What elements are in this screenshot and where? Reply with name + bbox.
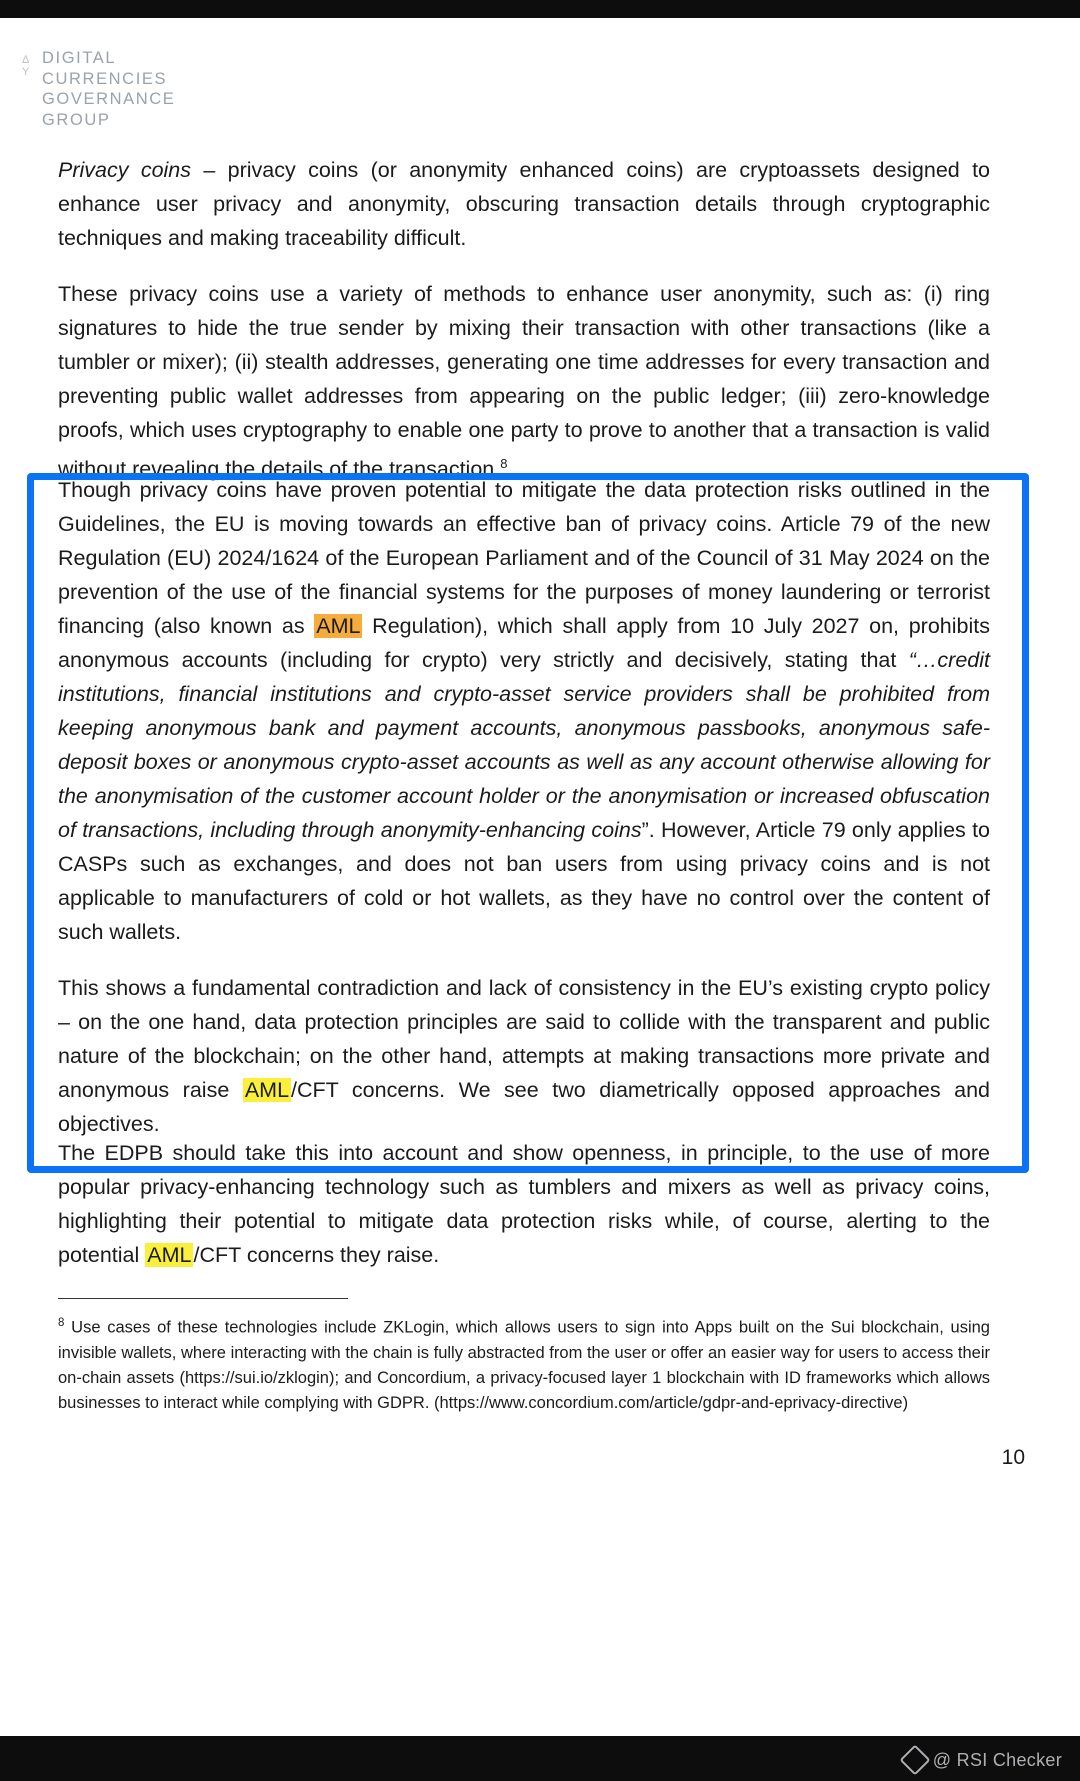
status-bar-top [0, 0, 1080, 18]
logo-line-1: DIGITAL [42, 49, 117, 67]
document-page [0, 18, 1080, 1736]
quote-article-79: “…credit institutions, financial institutions and crypto-asset service providers shall be prohibited from keeping anonymous bank and payment accounts, anonymous passbooks, anonymous safe-deposit boxes or anonymous crypto-asset accounts as well as any account otherwise allowing for the anonymisation of the customer account holder or the anonymisation or increased obfuscation of transactions, including through anonymity-enhancing coins [58, 648, 990, 842]
logo-line-4: GROUP [42, 110, 111, 129]
paragraph-eu-ban [58, 473, 990, 949]
logo-line-3: GOVERNANCE [42, 90, 176, 108]
highlight-aml-orange: AML [316, 614, 361, 638]
section-below-highlight [58, 1136, 990, 1272]
status-bar-bottom [0, 1736, 1080, 1781]
term-privacy-coins: Privacy coins [58, 158, 192, 182]
paragraph-eu-ban-part-c: ”. However, Article 79 only applies to CASPs such as exchanges, and does not ban users from using privacy coins and is not applicable to manufacturers of cold or hot wallets, as they have no control over the content of such wallets. [58, 818, 991, 944]
paragraph-eu-ban-part-b: Regulation), which shall apply from 10 July 2027 on, prohibits anonymous accounts (including for crypto) very strictly and decisively, stating that [58, 614, 990, 672]
paragraph-contradiction-part-b: /CFT concerns. We see two diametrically opposed approaches and objectives. [58, 1078, 990, 1136]
paragraph-edpb-part-b: /CFT concerns they raise. [193, 1243, 440, 1267]
logo-mark-icon: Δ Υ [22, 54, 30, 78]
watermark-label: @ RSI Checker [932, 1749, 1062, 1770]
organization-logo [22, 48, 222, 130]
watermark [904, 1749, 1062, 1771]
paragraph-edpb-recommendation [58, 1136, 990, 1272]
section-above-highlight [58, 153, 990, 486]
diamond-icon [899, 1744, 930, 1775]
paragraph-edpb-part-a: The EDPB should take this into account and show openness, in principle, to the use of more popular privacy-enhancing technology such as tumblers and mixers as well as privacy coins, highlighting their potential to mitigate data protection risks while, of course, alerting to the potential [58, 1141, 990, 1267]
paragraph-contradiction-part-a: This shows a fundamental contradiction and lack of consistency in the EU’s existing crypto policy – on the one hand, data protection principles are said to collide with the transparent and public nature of the blockchain; on the other hand, attempts at making transactions more private and anonymous raise [58, 976, 990, 1102]
footnote-8 [58, 1311, 990, 1416]
section-highlighted [58, 473, 990, 1141]
paragraph-privacy-coins-definition [58, 153, 990, 255]
paragraph-privacy-coins-definition-text: – privacy coins (or anonymity enhanced coins) are cryptoassets designed to enhance user privacy and anonymity, obscuring transaction details through cryptographic techniques and making traceability difficult. [58, 158, 990, 250]
logo-line-2: CURRENCIES [42, 69, 168, 88]
paragraph-eu-ban-part-a: Though privacy coins have proven potential to mitigate the data protection risks outlined in the Guidelines, the EU is moving towards an effective ban of privacy coins. Article 79 of the new Regulation (EU) 2024/1624 of the European Parliament and of the Council of 31 May 2024 on the prevention of the use of the financial systems for the purposes of money laundering or terrorist financing (also known as [58, 478, 990, 638]
footnote-text: Use cases of these technologies include ZKLogin, which allows users to sign into Apps built on the Sui blockchain, using invisible wallets, where interacting with the chain is fully abstracted from the user or offer an easier way for users to access their on-chain assets (https://sui.io/zklogin); and Concordium, a privacy-focused layer 1 blockchain with ID frameworks which allows businesses to interact while complying with GDPR. (https://www.concordium.com/article/gdpr-and-eprivacy-directive) [58, 1318, 990, 1412]
footnote-number: 8 [58, 1317, 65, 1329]
footnote-marker-inline: 8 [500, 456, 508, 471]
footnote-separator [58, 1298, 348, 1299]
paragraph-contradiction [58, 971, 990, 1141]
paragraph-privacy-methods [58, 277, 990, 486]
page-number: 10 [1001, 1446, 1025, 1469]
logo-wordmark [42, 48, 222, 130]
highlight-aml-yellow-1: AML [244, 1078, 290, 1102]
paragraph-privacy-methods-text: These privacy coins use a variety of methods to enhance user anonymity, such as: (i) ring signatures to hide the true sender by mixing their transaction with other transactions (like a tumbler or mixer); (ii) stealth addresses, generating one time addresses for every transaction and preventing public wallet addresses from appearing on the public ledger; (iii) zero-knowledge proofs, which uses cryptography to enable one party to prove to another that a transaction is valid without revealing the details of the transaction. [58, 282, 990, 482]
highlight-aml-yellow-2: AML [147, 1243, 192, 1267]
